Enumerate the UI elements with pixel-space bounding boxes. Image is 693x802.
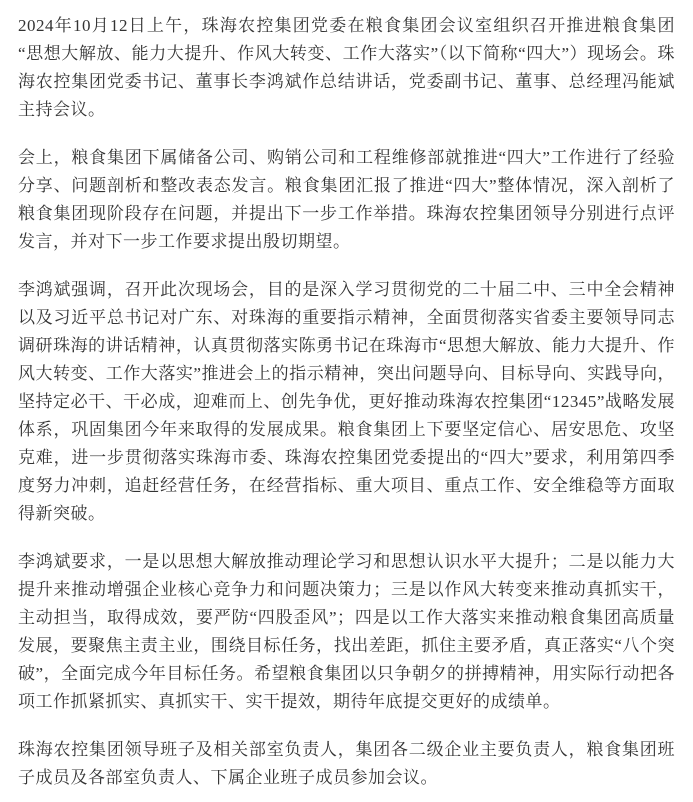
paragraph-lihongbin-emphasis: 李鸿斌强调，召开此次现场会，目的是深入学习贯彻党的二十届二中、三中全会精神以及习近平总书记对广东、对珠海的重要指示精神，全面贯彻落实省委主要领导同志调研珠海的讲话精神，认真贯彻落实陈勇书记在珠海市“思想大解放、能力大提升、作风大转变、工作大落实”推进会上的指示精神，突出问题导向、目标导向、实践导向，坚持定必干、干必成，迎难而上、创先争优，更好推动珠海农控集团“12345”战略发展体系，巩固集团今年来取得的发展成果。粮食集团上下要坚定信心、居安思危、攻坚克难，进一步贯彻落实珠海市委、珠海农控集团党委提出的“四大”要求，利用第四季度努力冲刺，追赶经营任务，在经营指标、重大项目、重点工作、安全维稳等方面取得新突破。 bbox=[18, 280, 675, 523]
paragraph-meeting-overview: 2024年10月12日上午，珠海农控集团党委在粮食集团会议室组织召开推进粮食集团“思想大解放、能力大提升、作风大转变、工作大落实”（以下简称“四大”）现场会。珠海农控集团党委书记、董事长李鸿斌作总结讲话，党委副书记、董事、总经理冯能斌主持会议。 bbox=[18, 16, 675, 119]
paragraph-lihongbin-requirements: 李鸿斌要求，一是以思想大解放推动理论学习和思想认识水平大提升；二是以能力大提升来推动增强企业核心竞争力和问题决策力；三是以作风大转变来推动真抓实干，主动担当，取得成效，要严防“四股歪风”；四是以工作大落实来推动粮食集团高质量发展，要聚焦主责主业，围绕目标任务，找出差距，抓住主要矛盾，真正落实“八个突破”，全面完成今年目标任务。希望粮食集团以只争朝夕的拼搏精神，用实际行动把各项工作抓紧抓实、真抓实干、实干提效，期待年底提交更好的成绩单。 bbox=[18, 552, 675, 711]
paragraph-attendees: 珠海农控集团领导班子及相关部室负责人，集团各二级企业主要负责人，粮食集团班子成员及各部室负责人、下属企业班子成员参加会议。 bbox=[18, 740, 675, 787]
paragraph-meeting-reports: 会上，粮食集团下属储备公司、购销公司和工程维修部就推进“四大”工作进行了经验分享、问题剖析和整改表态发言。粮食集团汇报了推进“四大”整体情况，深入剖析了粮食集团现阶段存在问题，并提出下一步工作举措。珠海农控集团领导分别进行点评发言，并对下一步工作要求提出殷切期望。 bbox=[18, 148, 675, 251]
